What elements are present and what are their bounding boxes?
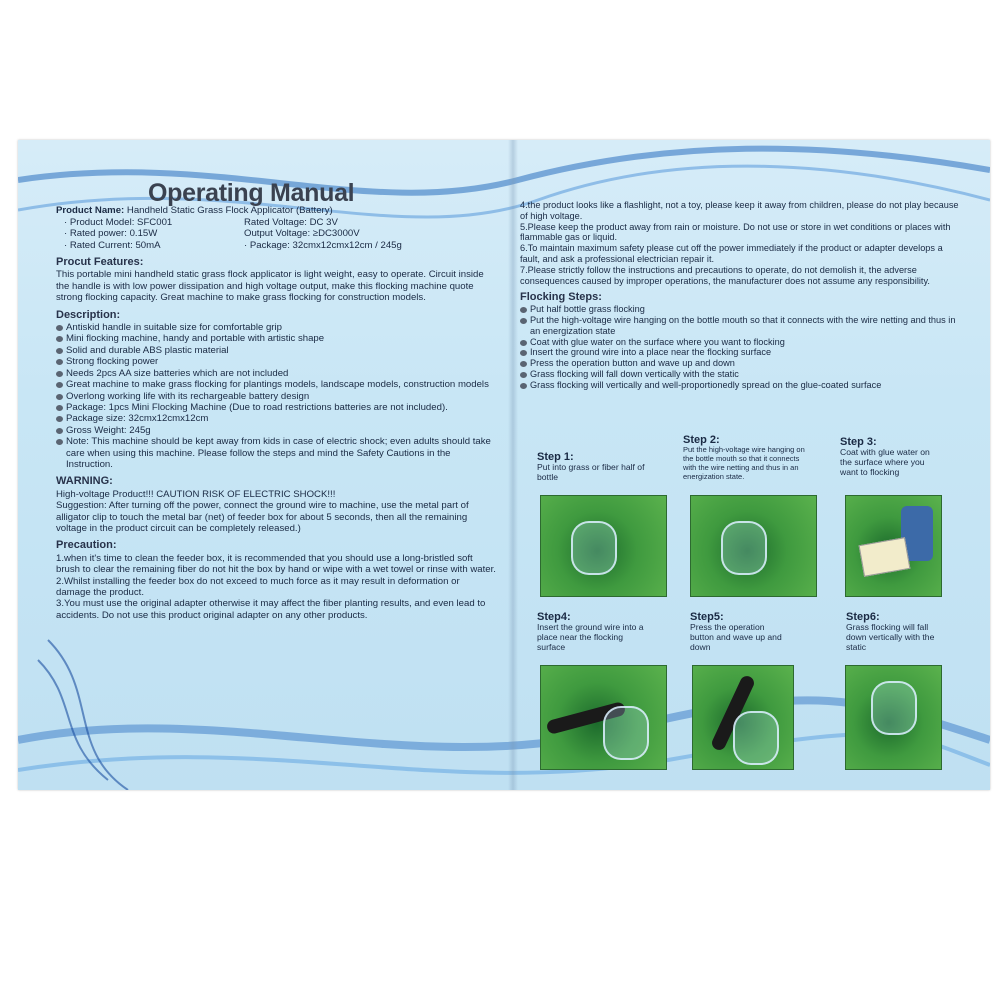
glass-shape <box>603 706 649 760</box>
list-item: Strong flocking power <box>56 356 496 367</box>
step-1-photo <box>540 495 667 597</box>
step-text: Insert the ground wire into a place near the flocking surface <box>537 622 644 652</box>
list-item: Grass flocking will fall down vertically with the static <box>520 369 960 380</box>
precaution-heading: Precaution: <box>56 539 117 552</box>
glass-shape <box>721 521 767 575</box>
warning-heading: WARNING: <box>56 475 113 488</box>
precaution-3: 3.You must use the original adapter otherwise it may affect the fiber planting results, and even lead to accidents. Do not use this product original adapter on any other products. <box>56 598 486 621</box>
glass-shape <box>571 521 617 575</box>
list-item: Insert the ground wire into a place near the flocking surface <box>520 347 960 358</box>
list-item: Package size: 32cmx12cmx12cm <box>56 413 496 424</box>
list-item: Put the high-voltage wire hanging on the bottle mouth so that it connects with the wire netting and thus in an energization state <box>520 315 960 337</box>
step-text: Put the high-voltage wire hanging on the bottle mouth so that it connects with the wire netting and thus in an energization state. <box>683 445 805 481</box>
flocking-surface-shape <box>859 537 911 577</box>
step-text: Put into grass or fiber half of bottle <box>537 462 645 482</box>
step-card-2 <box>683 435 819 481</box>
step-card-6 <box>846 612 982 652</box>
product-name-label: Product Name: <box>56 205 125 217</box>
list-item: Note: This machine should be kept away from kids in case of electric shock; even adults should take care when using this machine. Please follow the steps and mind the Safety Cautions in the Instruction. <box>56 436 496 470</box>
step-text: Coat with glue water on the surface where you want to flocking <box>840 447 930 477</box>
step-3-photo <box>845 495 942 597</box>
precaution-2: 2.Whilst installing the feeder box do not exceed to much force as it may result in deformation or damage the product. <box>56 575 460 598</box>
list-item: Grass flocking will vertically and well-proportionedly spread on the glue-coated surface <box>520 380 960 391</box>
spec-output: Output Voltage: ≥DC3000V <box>244 228 360 240</box>
step-label: Step 3: <box>840 436 877 448</box>
warning-line: High-voltage Product!!! CAUTION RISK OF ELECTRIC SHOCK!!! <box>56 488 336 500</box>
list-item: Put half bottle grass flocking <box>520 304 960 315</box>
spec-power: · Rated power: 0.15W <box>64 228 158 240</box>
features-heading: Procut Features: <box>56 256 144 269</box>
manual-title: Operating Manual <box>148 179 355 207</box>
left-page <box>56 179 496 621</box>
list-item: Press the operation button and wave up and down <box>520 358 960 369</box>
list-item: Solid and durable ABS plastic material <box>56 345 496 356</box>
right-page <box>520 200 960 391</box>
precaution-7: 7.Please strictly follow the instructions and precautions to operate, do not demolish it, the adverse consequences caused by improper operations, the manufacturer does not assume any responsibility. <box>520 264 930 286</box>
description-list <box>56 322 496 470</box>
step-text: Press the operation button and wave up and down <box>690 622 782 652</box>
precaution-4: 4.the product looks like a flashlight, not a toy, please keep it away from children, please do not play because of high voltage. <box>520 200 959 221</box>
list-item: Gross Weight: 245g <box>56 425 496 436</box>
center-fold <box>508 140 518 790</box>
step-label: Step 2: <box>683 434 720 446</box>
features-text: This portable mini handheld static grass flock applicator is light weight, easy to operate. Circuit inside the handle is with low power dissipation and high voltage output, make this flocking machine quote strong flocking capacity. Great machine to make grass flocking for construction models. <box>56 269 484 304</box>
glass-shape <box>871 681 917 735</box>
step-card-5 <box>690 612 826 652</box>
spec-model: · Product Model: SFC001 <box>64 216 173 228</box>
step-label: Step5: <box>690 611 724 623</box>
step-text: Grass flocking will fall down vertically with the static <box>846 622 935 652</box>
warning-text: Suggestion: After turning off the power, connect the ground wire to machine, use the metal part of alligator clip to touch the metal bar (net) of feeder box for about 5 seconds, then all the remaining voltage in the product circuit can be completely released.) <box>56 500 469 534</box>
spec-grid <box>64 217 496 251</box>
list-item: Antiskid handle in suitable size for comfortable grip <box>56 322 496 333</box>
flocking-steps-list <box>520 304 960 390</box>
step-label: Step4: <box>537 611 571 623</box>
spec-package: · Package: 32cmx12cmx12cm / 245g <box>244 239 402 251</box>
list-item: Overlong working life with its rechargeable battery design <box>56 391 496 402</box>
step-5-photo <box>692 665 794 770</box>
precaution-1: 1.when it's time to clean the feeder box, it is recommended that you should use a long-bristled soft brush to clear the remaining fiber do not hit the box by hand or wipe with a wet towel or rinse with water. <box>56 552 496 576</box>
list-item: Coat with glue water on the surface where you want to flocking <box>520 337 960 348</box>
list-item: Mini flocking machine, handy and portable with artistic shape <box>56 333 496 344</box>
step-card-1 <box>537 452 673 482</box>
step-6-photo <box>845 665 942 770</box>
precaution-6: 6.To maintain maximum safety please cut off the power immediately if the product or adapter develops a fault, and ask a professional electrician repair it. <box>520 243 943 264</box>
description-heading: Description: <box>56 308 121 321</box>
step-2-photo <box>690 495 817 597</box>
product-name: Handheld Static Grass Flock Applicator (Battery) <box>126 205 333 217</box>
step-label: Step 1: <box>537 451 574 463</box>
list-item: Package: 1pcs Mini Flocking Machine (Due to road restrictions batteries are not included). <box>56 402 496 413</box>
list-item: Great machine to make grass flocking for plantings models, landscape models, construction models <box>56 379 496 390</box>
step-label: Step6: <box>846 611 880 623</box>
precaution-5: 5.Please keep the product away from rain or moisture. Do not use or store in wet conditions or places with flammable gas or liquid. <box>520 221 951 243</box>
step-card-3 <box>840 437 976 477</box>
spec-current: · Rated Current: 50mA <box>64 239 161 251</box>
product-name-row <box>56 205 496 216</box>
step-card-4 <box>537 612 673 652</box>
list-item: Needs 2pcs AA size batteries which are not included <box>56 368 496 379</box>
flocking-heading: Flocking Steps: <box>520 291 602 304</box>
step-4-photo <box>540 665 667 770</box>
glass-shape <box>733 711 779 765</box>
spec-voltage: Rated Voltage: DC 3V <box>244 216 338 228</box>
